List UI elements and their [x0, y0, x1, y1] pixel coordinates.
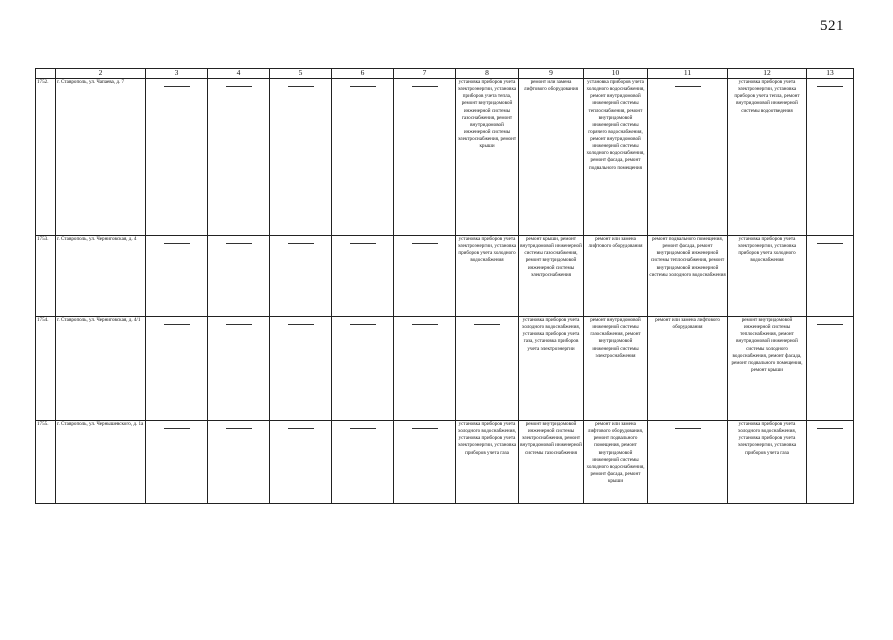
empty-cell — [146, 317, 208, 421]
work-cell-10: ремонт или замена лифтового оборудования, ремонт подвального помещения, ремонт внутридомовой инженерной системы холодного водоснабжения, ремонт фасада, ремонт крыши — [584, 421, 648, 504]
work-cell-10: ремонт или замена лифтового оборудования — [584, 236, 648, 317]
col-header-1 — [36, 69, 56, 79]
empty-cell — [332, 421, 394, 504]
empty-cell — [648, 421, 728, 504]
address-cell: г. Ставрополь, ул. Черниговская, д. 4 — [56, 236, 146, 317]
dash-mark — [474, 324, 500, 325]
col-header-4: 4 — [208, 69, 270, 79]
work-cell-12: установка приборов учета электроэнергии, установка приборов учета тепла, ремонт внутридомовой инженерной системы водоотведения — [728, 79, 807, 236]
row-number: 1752. — [36, 79, 56, 236]
address-cell: г. Ставрополь, ул. Черниговская, д. 4/1 — [56, 317, 146, 421]
dash-mark — [164, 428, 190, 429]
dash-mark — [412, 428, 438, 429]
dash-mark — [350, 86, 376, 87]
table-row — [36, 236, 854, 317]
empty-cell — [807, 79, 854, 236]
work-cell-8: установка приборов учета электроэнергии, установка приборов учета холодного водоснабжения — [456, 236, 519, 317]
empty-cell — [648, 79, 728, 236]
empty-cell — [394, 236, 456, 317]
work-cell-11: ремонт или замена лифтового оборудования — [648, 317, 728, 421]
row-number: 1753. — [36, 236, 56, 317]
row-number: 1754. — [36, 317, 56, 421]
work-cell-8: установка приборов учета холодного водоснабжения, установка приборов учета электроэнергии, установка приборов учета газа — [456, 421, 519, 504]
empty-cell — [807, 236, 854, 317]
empty-cell — [394, 421, 456, 504]
dash-mark — [350, 428, 376, 429]
table-row — [36, 421, 854, 504]
dash-mark — [817, 428, 843, 429]
col-header-13: 13 — [807, 69, 854, 79]
col-header-11: 11 — [648, 69, 728, 79]
empty-cell — [270, 317, 332, 421]
empty-cell — [456, 317, 519, 421]
dash-mark — [350, 324, 376, 325]
empty-cell — [208, 236, 270, 317]
empty-cell — [807, 421, 854, 504]
col-header-6: 6 — [332, 69, 394, 79]
dash-mark — [350, 243, 376, 244]
col-header-9: 9 — [519, 69, 584, 79]
dash-mark — [675, 86, 701, 87]
empty-cell — [146, 79, 208, 236]
col-header-8: 8 — [456, 69, 519, 79]
work-cell-9: установка приборов учета холодного водоснабжения, установка приборов учета газа, установка приборов учета электроэнергии — [519, 317, 584, 421]
empty-cell — [332, 236, 394, 317]
dash-mark — [817, 86, 843, 87]
dash-mark — [817, 243, 843, 244]
works-table — [35, 68, 854, 504]
empty-cell — [332, 317, 394, 421]
dash-mark — [412, 324, 438, 325]
table-row — [36, 79, 854, 236]
col-header-5: 5 — [270, 69, 332, 79]
work-cell-12: ремонт внутридомовой инженерной системы теплоснабжения, ремонт внутридомовой инженерной системы холодного водоснабжения, ремонт фасада, ремонт подвального помещения, ремонт крыши — [728, 317, 807, 421]
col-header-3: 3 — [146, 69, 208, 79]
dash-mark — [226, 324, 252, 325]
dash-mark — [164, 243, 190, 244]
dash-mark — [164, 86, 190, 87]
empty-cell — [270, 79, 332, 236]
dash-mark — [288, 324, 314, 325]
table-row — [36, 317, 854, 421]
work-cell-10: ремонт внутридомовой инженерной системы газоснабжения, ремонт внутридомовой инженерной системы электроснабжения — [584, 317, 648, 421]
empty-cell — [208, 421, 270, 504]
dash-mark — [288, 86, 314, 87]
empty-cell — [332, 79, 394, 236]
dash-mark — [226, 86, 252, 87]
dash-mark — [675, 428, 701, 429]
dash-mark — [817, 324, 843, 325]
dash-mark — [288, 243, 314, 244]
address-cell: г. Ставрополь, ул. Чапаева, д. 7 — [56, 79, 146, 236]
empty-cell — [146, 421, 208, 504]
dash-mark — [412, 243, 438, 244]
dash-mark — [164, 324, 190, 325]
empty-cell — [270, 236, 332, 317]
work-cell-9: ремонт крыши, ремонт внутридомовой инженерной системы газоснабжения, ремонт внутридомовой инженерной системы электроснабжения — [519, 236, 584, 317]
work-cell-10: установка приборов учета холодного водоснабжения, ремонт внутридомовой инженерной системы теплоснабжения, ремонт внутридомовой инженерной системы горячего водоснабжения, ремонт внутридомовой инженерной системы холодного водоснабжения, ремонт фасада, ремонт подвального помещения — [584, 79, 648, 236]
col-header-12: 12 — [728, 69, 807, 79]
work-cell-11: ремонт подвального помещения, ремонт фасада, ремонт внутридомовой инженерной системы теплоснабжения, ремонт внутридомовой инженерной системы холодного водоснабжения — [648, 236, 728, 317]
work-cell-9: ремонт или замена лифтового оборудования — [519, 79, 584, 236]
work-cell-8: установка приборов учета электроэнергии, установка приборов учета тепла, ремонт внутридомовой инженерной системы газоснабжения, ремонт внутридомовой инженерной системы электроснабжения, ремонт крыши — [456, 79, 519, 236]
empty-cell — [807, 317, 854, 421]
work-cell-12: установка приборов учета электроэнергии, установка приборов учета холодного водоснабжения — [728, 236, 807, 317]
page-number: 521 — [820, 18, 844, 34]
dash-mark — [226, 428, 252, 429]
address-cell: г. Ставрополь, ул. Чернышевского, д. 1а — [56, 421, 146, 504]
row-number: 1755. — [36, 421, 56, 504]
empty-cell — [394, 317, 456, 421]
empty-cell — [270, 421, 332, 504]
work-cell-9: ремонт внутридомовой инженерной системы электроснабжения, ремонт внутридомовой инженерной системы газоснабжения — [519, 421, 584, 504]
dash-mark — [288, 428, 314, 429]
dash-mark — [412, 86, 438, 87]
empty-cell — [208, 317, 270, 421]
dash-mark — [226, 243, 252, 244]
work-cell-12: установка приборов учета холодного водоснабжения, установка приборов учета электроэнергии, установка приборов учета газа — [728, 421, 807, 504]
empty-cell — [208, 79, 270, 236]
col-header-7: 7 — [394, 69, 456, 79]
col-header-10: 10 — [584, 69, 648, 79]
column-number-row — [36, 69, 854, 79]
empty-cell — [394, 79, 456, 236]
empty-cell — [146, 236, 208, 317]
col-header-2: 2 — [56, 69, 146, 79]
